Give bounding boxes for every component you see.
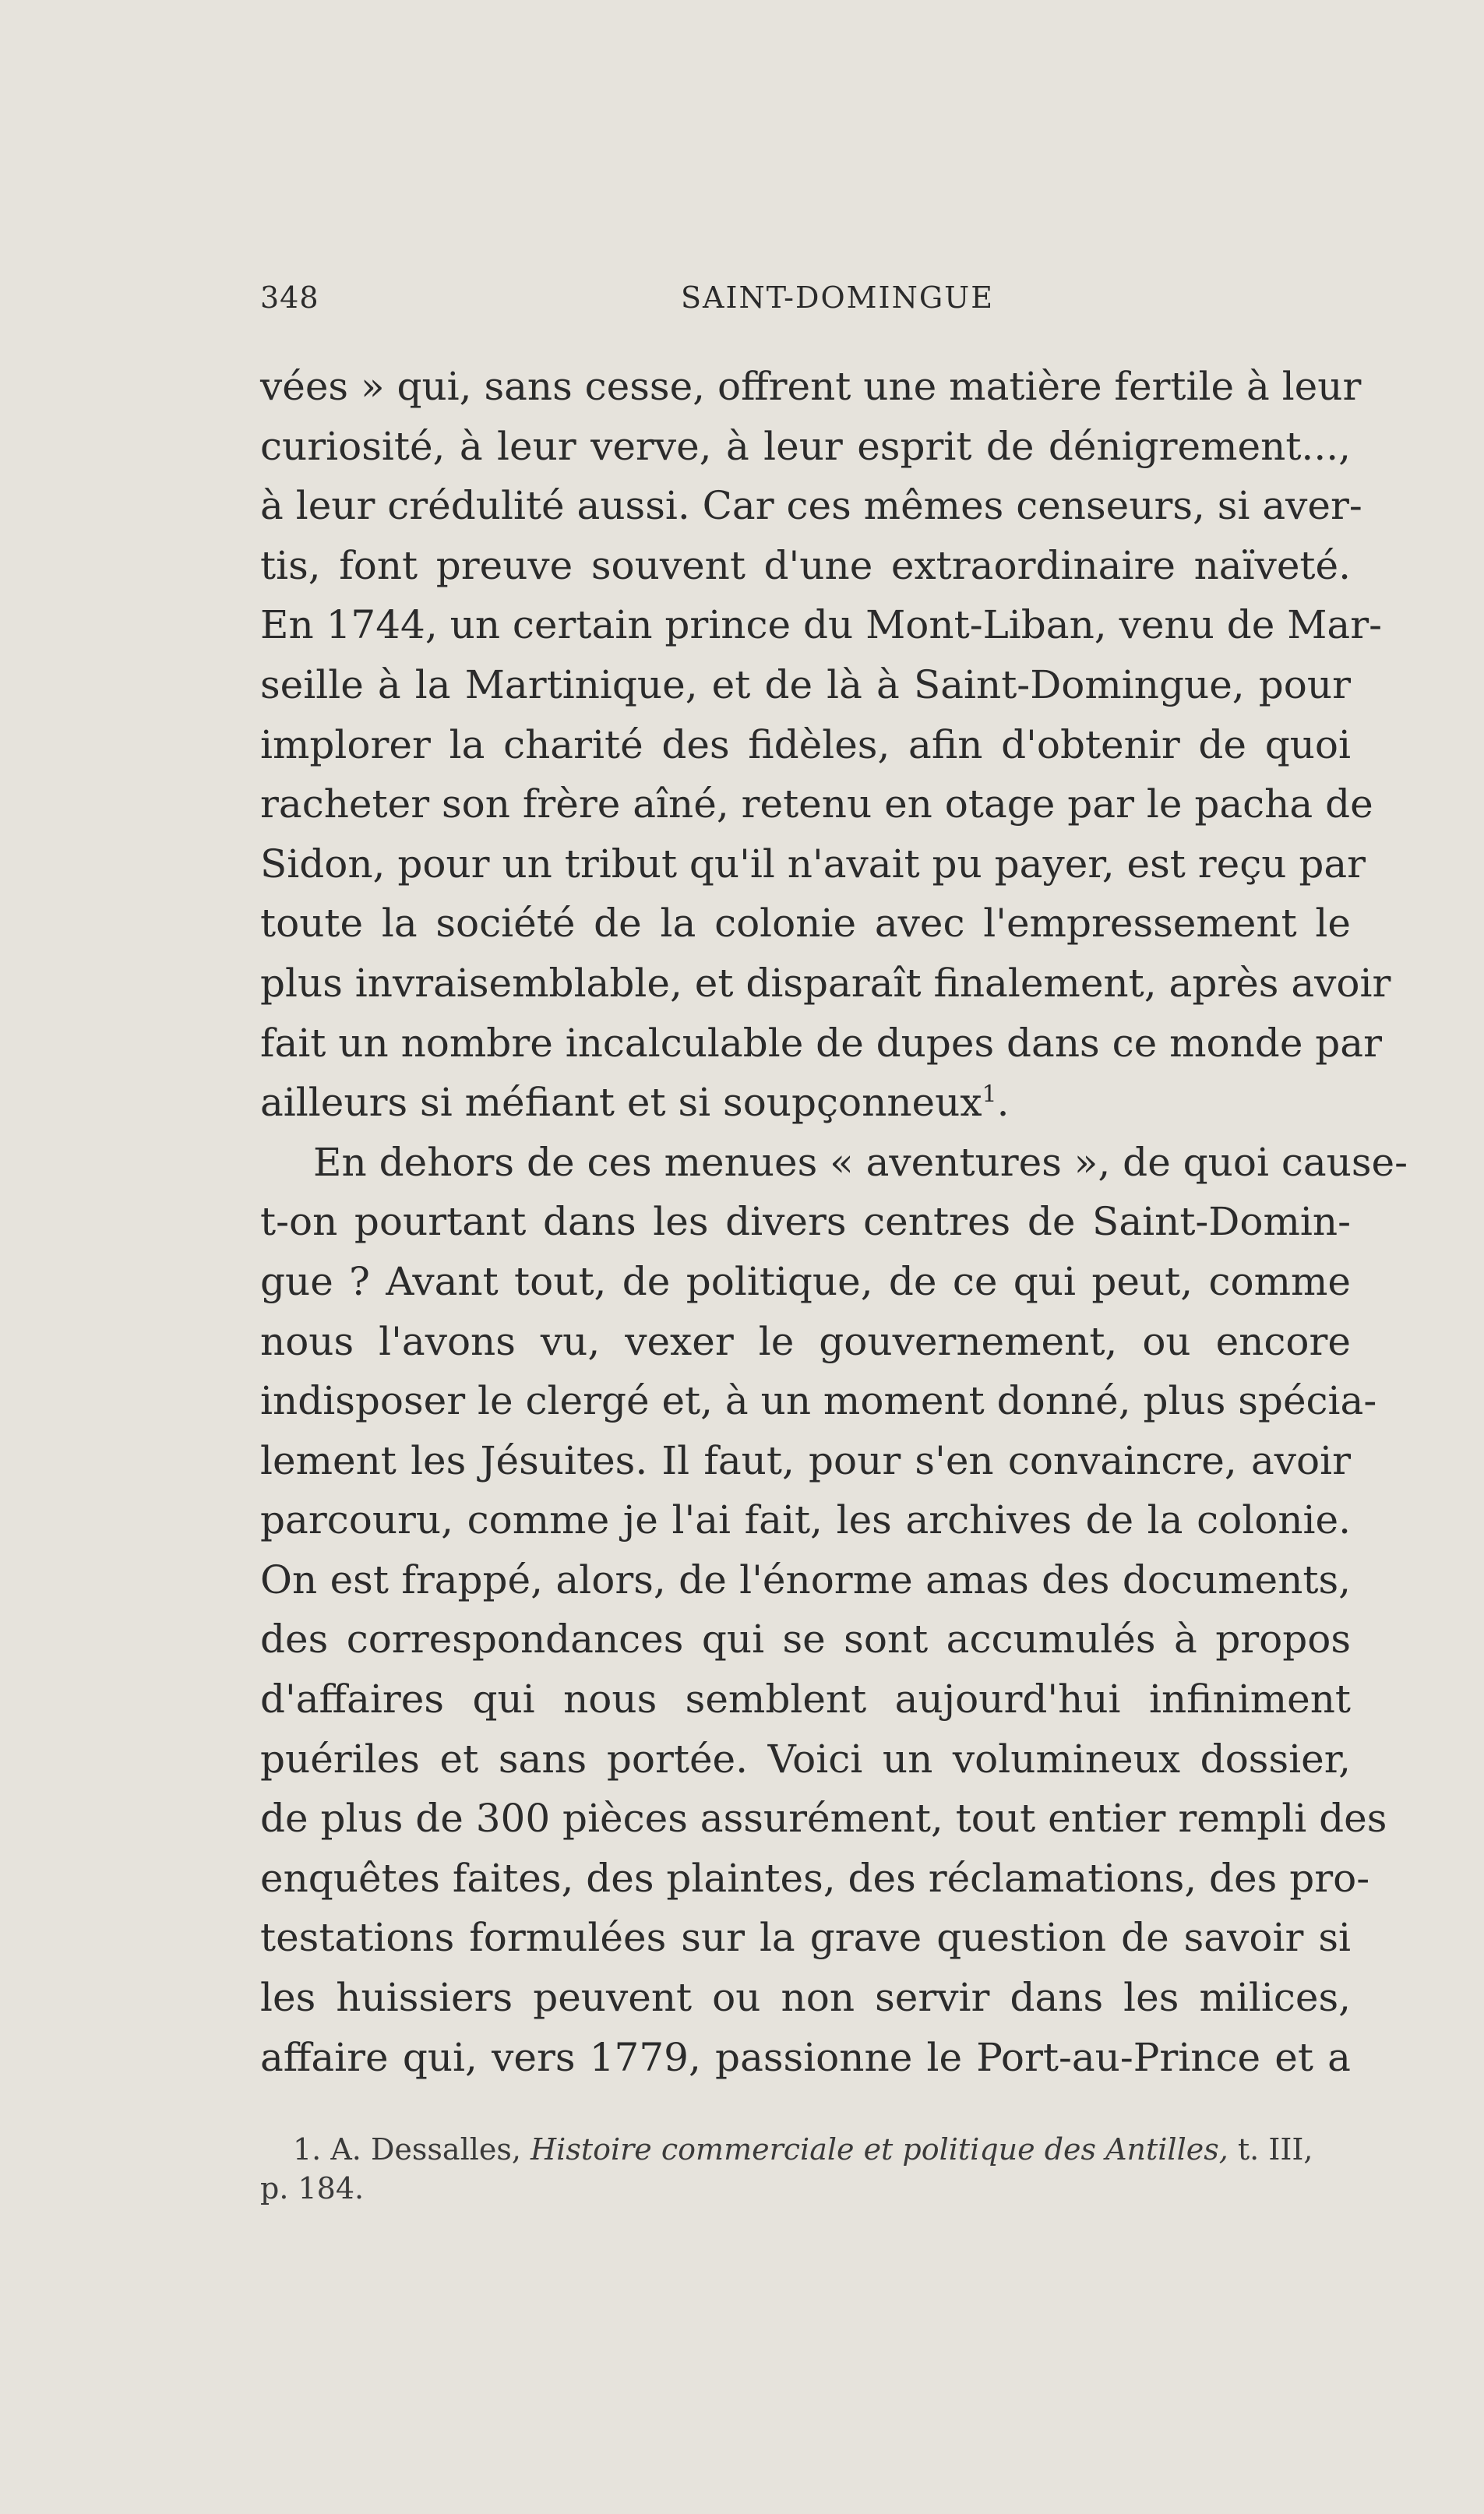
text-line: On est frappé, alors, de l'énorme amas des documents, [260,1557,1351,1603]
footnote-author: A. Dessalles, [330,2132,521,2167]
text-line: nous l'avons vu, vexer le gouvernement, ou encore [260,1318,1351,1364]
text-line: les huissiers peuvent ou non servir dans les milices, [260,1975,1351,2021]
text-line: vées » qui, sans cesse, offrent une matière fertile à leur [260,364,1362,409]
text-line: tis, font preuve souvent d'une extraordinaire naïveté. [260,542,1351,588]
paragraph [260,1133,1408,2088]
text-line: t-on pourtant dans les divers centres de Saint-Domin- [260,1199,1351,1245]
footnote-line [260,2169,1351,2208]
footnote-number: 1. [293,2132,322,2167]
running-title: SAINT-DOMINGUE [681,280,994,315]
text-line: lement les Jésuites. Il faut, pour s'en convaincre, avoir [260,1437,1351,1483]
text-line: toute la société de la colonie avec l'empressement le [260,901,1351,947]
text-line: des correspondances qui se sont accumulés à propos [260,1617,1351,1662]
running-head [260,280,1351,327]
text-line: à leur crédulité aussi. Car ces mêmes censeurs, si aver- [260,483,1362,529]
text-line: d'affaires qui nous semblent aujourd'hui infiniment [260,1677,1351,1722]
text-line [260,1073,1351,1133]
text-line: affaire qui, vers 1779, passionne le Port-au-Prince et a [260,2034,1351,2080]
text-line: indisposer le clergé et, à un moment donné, plus spécia- [260,1378,1377,1424]
text-line: fait un nombre incalculable de dupes dans ce monde par [260,1020,1383,1066]
text-line: seille à la Martinique, et de là à Saint-Domingue, pour [260,661,1351,707]
footnote-volume: t. III, [1237,2132,1313,2167]
text-line: En dehors de ces menues « aventures », de quoi cause- [313,1139,1408,1185]
text-line: testations formulées sur la grave question de savoir si [260,1915,1351,1961]
text-line: parcouru, comme je l'ai fait, les archives de la colonie. [260,1497,1351,1543]
text-line: implorer la charité des fidèles, afin d'obtenir de quoi [260,721,1351,767]
text-line: de plus de 300 pièces assurément, tout entier rempli des [260,1796,1387,1842]
text-line: racheter son frère aîné, retenu en otage par le pacha de [260,781,1373,827]
text-line-content: ailleurs si méfiant et si soupçonneux [260,1080,982,1126]
footnote-line [260,2130,1351,2169]
paragraph [260,357,1391,1133]
footnote-title: Histoire commerciale et politique des Antilles, [531,2132,1228,2167]
page-number: 348 [260,280,319,315]
text-line: puériles et sans portée. Voici un volumineux dossier, [260,1736,1351,1782]
text-line: En 1744, un certain prince du Mont-Liban, venu de Mar- [260,602,1383,648]
footnote-reference: 1 [982,1081,997,1109]
text-line: gue ? Avant tout, de politique, de ce qui peut, comme [260,1258,1351,1304]
text-line: enquêtes faites, des plaintes, des réclamations, des pro- [260,1855,1370,1901]
footnote-page: p. 184. [260,2171,365,2205]
text-line: curiosité, à leur verve, à leur esprit de dénigrement..., [260,423,1351,469]
sentence-end: . [996,1080,1010,1126]
text-line: Sidon, pour un tribut qu'il n'avait pu payer, est reçu par [260,841,1366,887]
text-line: plus invraisemblable, et disparaît finalement, après avoir [260,960,1391,1006]
footnote [260,2130,1351,2208]
body-text [260,357,1408,2087]
